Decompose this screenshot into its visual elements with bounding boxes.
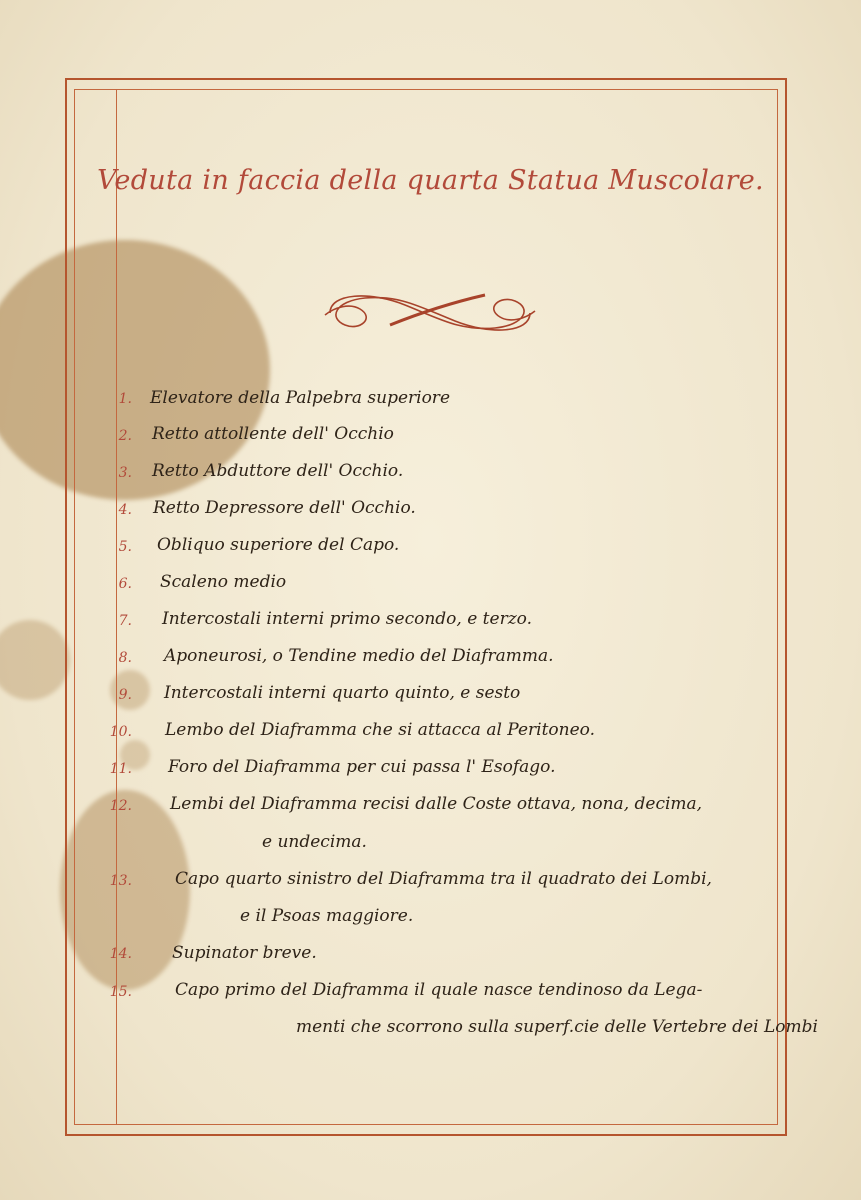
entry-text: Retto attollente dell' Occhio xyxy=(152,424,394,444)
entry-text: Supinator breve. xyxy=(172,943,317,963)
entry-text: Retto Abduttore dell' Occhio. xyxy=(152,461,404,481)
inner-border xyxy=(74,89,778,1125)
entry-number: 6. xyxy=(118,576,132,592)
entry-number: 14. xyxy=(109,946,132,962)
entry-continuation: e undecima. xyxy=(262,832,367,852)
entry-text: Intercostali interni quarto quinto, e sesto xyxy=(164,683,521,703)
entry-text: Retto Depressore dell' Occhio. xyxy=(153,498,416,518)
entry-number: 8. xyxy=(118,650,132,666)
entry-number: 15. xyxy=(109,984,132,1000)
entry-number: 1. xyxy=(118,391,132,407)
entry-text: Lembi del Diaframma recisi dalle Coste ottava, nona, decima, xyxy=(170,794,703,814)
entry-text: Obliquo superiore del Capo. xyxy=(157,535,400,555)
entry-number: 11. xyxy=(109,761,132,777)
entry-number: 9. xyxy=(118,687,132,703)
flourish-ornament xyxy=(310,283,550,343)
entry-text: Scaleno medio xyxy=(160,572,287,592)
entry-text: Lembo del Diaframma che si attacca al Peritoneo. xyxy=(165,720,596,740)
entry-number: 3. xyxy=(118,465,132,481)
entry-text: Aponeurosi, o Tendine medio del Diaframma. xyxy=(164,646,554,666)
entry-number: 12. xyxy=(109,798,132,814)
entry-number: 7. xyxy=(118,613,132,629)
entry-text: Capo quarto sinistro del Diaframma tra il quadrato dei Lombi, xyxy=(175,869,712,889)
entry-continuation: e il Psoas maggiore. xyxy=(240,906,414,926)
entry-number: 2. xyxy=(118,428,132,444)
entry-text: Capo primo del Diaframma il quale nasce tendinoso da Lega- xyxy=(175,980,703,1000)
entry-text: Intercostali interni primo secondo, e terzo. xyxy=(162,609,532,629)
entry-number: 13. xyxy=(109,873,132,889)
entry-number: 10. xyxy=(109,724,132,740)
entry-text: Foro del Diaframma per cui passa l' Esofago. xyxy=(168,757,556,777)
margin-rule xyxy=(116,89,117,1125)
entry-continuation: menti che scorrono sulla superf.cie delle Vertebre dei Lombi xyxy=(296,1017,818,1037)
entry-text: Elevatore della Palpebra superiore xyxy=(150,388,450,408)
water-stain xyxy=(0,620,70,700)
page-title: Veduta in faccia della quarta Statua Muscolare. xyxy=(97,165,764,196)
entry-number: 4. xyxy=(118,502,132,518)
entry-number: 5. xyxy=(118,539,132,555)
